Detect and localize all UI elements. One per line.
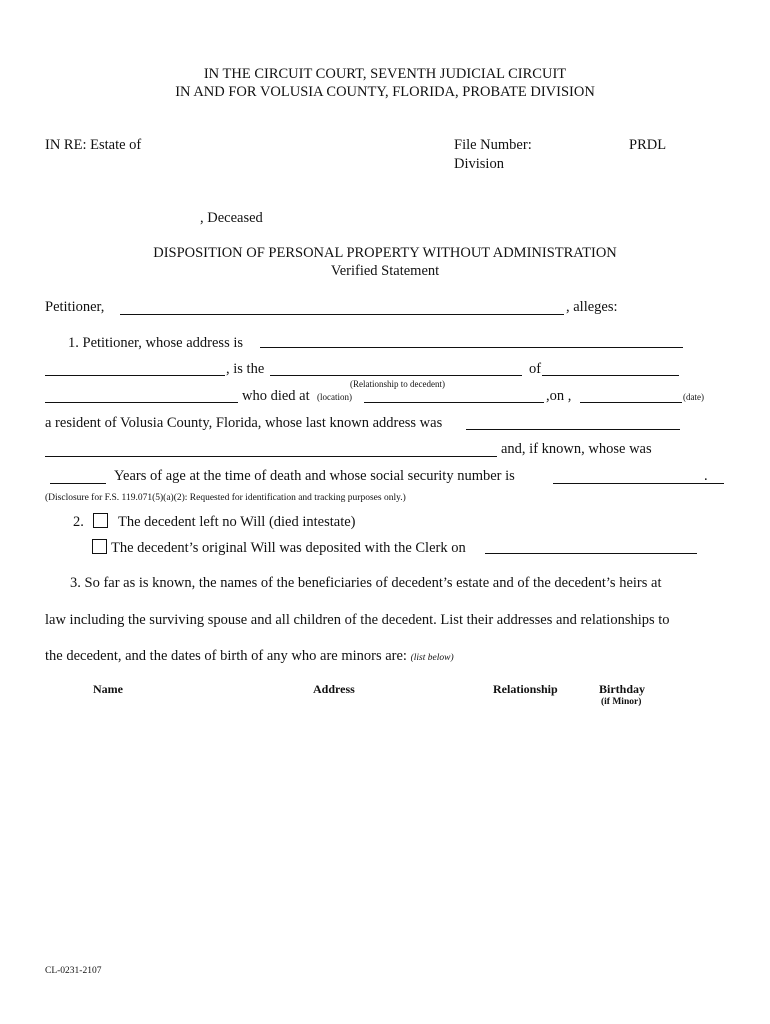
petitioner-address-field-2[interactable] <box>45 375 225 376</box>
ssn-field[interactable] <box>553 483 724 484</box>
col-header-relationship: Relationship <box>493 682 558 696</box>
para2-number: 2. <box>73 514 84 530</box>
decedent-name-field-2[interactable] <box>45 402 238 403</box>
who-died-at-label: who died at <box>242 388 310 404</box>
document-subtitle: Verified Statement <box>330 263 440 279</box>
form-code: CL-0231-2107 <box>45 966 102 976</box>
para3-line3 <box>45 648 454 665</box>
col-header-birthday-note: (if Minor) <box>601 697 642 707</box>
of-label: of <box>529 361 542 377</box>
will-deposited-label: The decedent’s original Will was deposited with the Clerk on <box>111 540 466 556</box>
petitioner-address-field[interactable] <box>260 347 683 348</box>
court-heading-line1: IN THE CIRCUIT COURT, SEVENTH JUDICIAL CIRCUIT <box>203 66 567 82</box>
years-text: Years of age at the time of death and whose social security number is <box>114 468 515 484</box>
col-header-address: Address <box>313 682 355 696</box>
resident-text: a resident of Volusia County, Florida, whose last known address was <box>45 415 443 431</box>
para3-line2: law including the surviving spouse and all children of the decedent. List their addresses and relationships to <box>45 612 670 628</box>
date-note: (date) <box>683 392 704 402</box>
prdl-label: PRDL <box>629 137 667 153</box>
no-will-checkbox[interactable] <box>93 513 108 528</box>
disclosure-note: (Disclosure for F.S. 119.071(5)(a)(2): Requested for identification and tracking purposes only.) <box>45 493 406 503</box>
location-note: (location) <box>317 392 352 402</box>
para3-line3-text: the decedent, and the dates of birth of any who are minors are: <box>45 648 407 664</box>
will-deposit-date-field[interactable] <box>485 553 697 554</box>
is-the-label: , is the <box>226 361 265 377</box>
relationship-field[interactable] <box>270 375 522 376</box>
deceased-label: , Deceased <box>200 210 263 226</box>
col-header-name: Name <box>93 682 123 696</box>
death-date-field[interactable] <box>580 402 682 403</box>
para1-intro: 1. Petitioner, whose address is <box>68 335 244 351</box>
ssn-period: . <box>704 468 708 484</box>
and-if-known-label: and, if known, whose was <box>501 441 652 457</box>
alleges-label: , alleges: <box>566 299 618 315</box>
para3-line1: 3. So far as is known, the names of the beneficiaries of decedent’s estate and of the decedent’s heirs at <box>70 575 662 591</box>
no-will-label: The decedent left no Will (died intestate) <box>118 514 356 530</box>
petitioner-label: Petitioner, <box>45 299 105 315</box>
age-field[interactable] <box>50 483 106 484</box>
death-location-field[interactable] <box>364 402 544 403</box>
col-header-birthday: Birthday <box>599 682 646 696</box>
division-label: Division <box>454 156 504 172</box>
file-number-label: File Number: <box>454 137 532 153</box>
in-re-label: IN RE: Estate of <box>45 137 142 153</box>
document-title: DISPOSITION OF PERSONAL PROPERTY WITHOUT ADMINISTRATION <box>153 245 617 261</box>
will-deposited-checkbox[interactable] <box>92 539 107 554</box>
court-heading-line2: IN AND FOR VOLUSIA COUNTY, FLORIDA, PROBATE DIVISION <box>175 84 595 100</box>
petitioner-name-field[interactable] <box>120 314 564 315</box>
decedent-name-field[interactable] <box>542 375 679 376</box>
on-label: ,on , <box>546 388 572 404</box>
last-known-address-field[interactable] <box>466 429 680 430</box>
list-below-note: (list below) <box>410 653 454 663</box>
relationship-note: (Relationship to decedent) <box>350 379 445 389</box>
last-known-address-field-2[interactable] <box>45 456 497 457</box>
